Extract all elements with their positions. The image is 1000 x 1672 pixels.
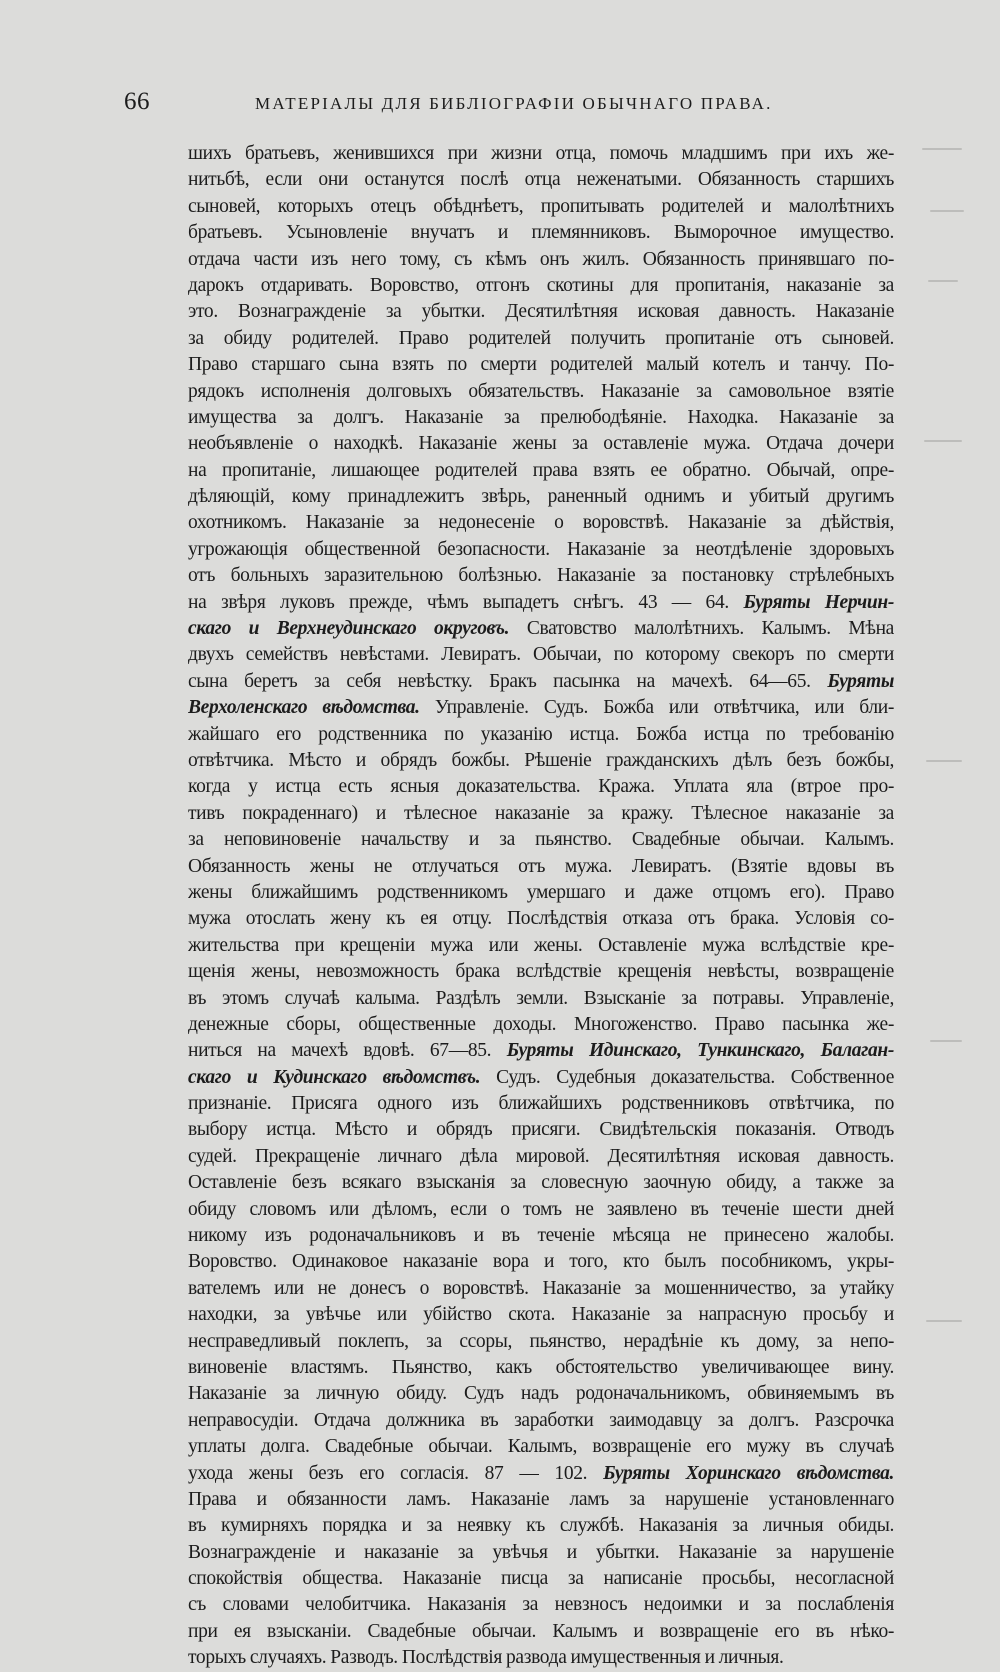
text-line [188,352,894,378]
text-line [188,1276,894,1302]
text-line [188,669,894,695]
text-run: ниться на мачехѣ вдовѣ. 67—85. [188,1040,507,1062]
running-head: МАТЕРІАЛЫ ДЛЯ БИБЛІОГРАФІИ ОБЫЧНАГО ПРАВА. [255,94,773,113]
text-line [188,1170,894,1196]
text-line [188,1091,894,1117]
text-line [188,247,894,273]
text-line [188,1197,894,1223]
text-run: находки, за увѣчье или убійство скота. Наказаніе за напрасную просьбу и [188,1304,894,1326]
text-run: при ея взысканіи. Свадебные обычаи. Калымъ и возвращеніе его въ нѣко- [188,1620,894,1642]
bleed-through-mark [930,210,964,212]
text-run: необъявленіе о находкѣ. Наказаніе жены за оставленіе мужа. Отдача дочери [188,433,894,455]
text-line [188,906,894,932]
text-run: судей. Прекращеніе личнаго дѣла мировой. Десятилѣтняя исковая давность. [188,1145,894,1167]
text-run: Сватовство малолѣтнихъ. Калымъ. Мѣна [509,618,894,640]
text-line [188,1592,894,1618]
text-line [188,1434,894,1460]
body-text [188,141,894,1672]
text-run: дѣляющій, кому принадлежитъ звѣрь, раненный однимъ и убитый другимъ [188,486,894,508]
text-run: спокойствія общества. Наказаніе писца за написаніе просьбы, несогласной [188,1568,894,1590]
italic-heading: Буряты Нерчин- [743,591,894,613]
text-run: въ кумирняхъ порядка и за неявку къ службѣ. Наказанія за личныя обиды. [188,1515,894,1537]
text-line [188,722,894,748]
text-line [188,326,894,352]
text-run: денежные сборы, общественные доходы. Многоженство. Право пасынка же- [188,1013,894,1035]
text-line [188,986,894,1012]
text-run: Судъ. Судебныя доказательства. Собственное [480,1066,894,1088]
text-run: рядокъ исполненія долговыхъ обязательствъ. Наказаніе за самовольное взятіе [188,380,894,402]
text-line [188,801,894,827]
text-line [188,1461,894,1487]
text-line [188,880,894,906]
text-run: Права и обязанности ламъ. Наказаніе ламъ за нарушеніе установленнаго [188,1488,894,1510]
text-run: ухода жены безъ его согласія. 87 — 102. [188,1462,604,1484]
text-run: обиду словомъ или дѣломъ, если о томъ не заявлено въ теченіе шести дней [188,1198,894,1220]
text-run: мужа отослать жену къ ея отцу. Послѣдствія отказа отъ брака. Условія со- [188,908,894,930]
text-line [188,854,894,880]
text-line [188,959,894,985]
text-run: жительства при крещеніи мужа или жены. Оставленіе мужа вслѣдствіе кре- [188,934,894,956]
text-line [188,1408,894,1434]
text-run: на звѣря луковъ прежде, чѣмъ выпадетъ снѣгъ. 43 — 64. [188,591,744,613]
text-line [188,1223,894,1249]
text-line [188,1355,894,1381]
text-run: это. Вознагражденіе за убытки. Десятилѣтняя исковая давность. Наказаніе [188,301,894,323]
text-run: угрожающія общественной безопасности. Наказаніе за неотдѣленіе здоровыхъ [188,538,894,560]
text-run: съ словами челобитчика. Наказанія за невзносъ недоимки и за послабленія [188,1594,894,1616]
text-run: жайшаго его родственника по указанію истца. Божба истца по требованію [188,723,894,745]
text-line [188,1487,894,1513]
text-line [188,299,894,325]
text-line [188,167,894,193]
text-run: въ этомъ случаѣ калыма. Раздѣлъ земли. Взысканіе за потравы. Управленіе, [188,987,894,1009]
bleed-through-mark [928,280,958,282]
text-run: тивъ покраденнаго) и тѣлесное наказаніе за кражу. Тѣлесное наказаніе за [188,802,894,824]
text-run: когда у истца есть ясныя доказательства. Кража. Уплата яла (втрое про- [188,776,894,798]
text-run: охотникомъ. Наказаніе за недонесеніе о воровствѣ. Наказаніе за дѣйствія, [188,512,894,534]
text-run: Воровство. Одинаковое наказаніе вора и того, кто былъ пособникомъ, укры- [188,1251,894,1273]
text-line [188,563,894,589]
text-line [188,1381,894,1407]
text-run: Наказаніе за личную обиду. Судъ надъ родоначальникомъ, обвиняемымъ въ [188,1383,894,1405]
italic-heading: Буряты Идинскаго, Тункинскаго, Балаган- [506,1040,894,1062]
italic-heading: Верхоленскаго вѣдомства. [188,697,420,719]
text-run: отдача части изъ него тому, съ кѣмъ онъ жилъ. Обязанность принявшаго по- [188,248,894,270]
text-run: шихъ братьевъ, женившихся при жизни отца, помочь младшимъ при ихъ же- [188,143,894,164]
text-run: за неповиновеніе начальству и за пьянство. Свадебные обычаи. Калымъ. [188,829,894,851]
text-run: дарокъ отдаривать. Воровство, отгонъ скотины для пропитанія, наказаніе за [188,274,894,296]
text-run: отъ больныхъ заразительною болѣзнью. Наказаніе за постановку стрѣлебныхъ [188,565,894,587]
text-run: жены ближайшимъ родственникомъ умершаго и даже отцомъ его). Право [188,881,894,903]
text-run: на пропитаніе, лишающее родителей права взять ее обратно. Обычай, опре- [188,459,894,481]
text-line [188,510,894,536]
text-line [188,1249,894,1275]
text-line [188,1144,894,1170]
text-line [188,537,894,563]
text-line [188,458,894,484]
text-run: уплаты долга. Свадебные обычаи. Калымъ, возвращеніе его мужу въ случаѣ [188,1436,894,1458]
text-run: сыновей, которыхъ отецъ обѣднѣетъ, пропитывать родителей и малолѣтнихъ [188,195,894,217]
text-line [188,1012,894,1038]
italic-heading: скаго и Верхнеудинскаго округовъ. [188,618,510,640]
bleed-through-mark [926,1320,962,1322]
text-line [188,379,894,405]
text-run: Право старшаго сына взять по смерти родителей малый котелъ и танчу. По- [188,354,894,376]
text-line [188,642,894,668]
text-line [188,695,894,721]
italic-heading: Буряты [827,670,894,692]
text-run: вателемъ или не донесъ о воровствѣ. Наказаніе за мошенничество, за утайку [188,1277,894,1299]
text-run: Вознагражденіе и наказаніе за увѣчья и убытки. Наказаніе за нарушеніе [188,1541,894,1563]
page-number: 66 [124,88,150,115]
text-run: отвѣтчика. Мѣсто и обрядъ божбы. Рѣшеніе гражданскихъ дѣлъ безъ божбы, [188,749,894,771]
text-run: имущества за долгъ. Наказаніе за прелюбодѣяніе. Находка. Наказаніе за [188,406,894,428]
text-run: за обиду родителей. Право родителей получить пропитаніе отъ сыновей. [188,327,894,349]
text-run: неправосудіи. Отдача должника въ заработки заимодавцу за долгъ. Разсрочка [188,1409,894,1431]
text-run: нитьбѣ, если они останутся послѣ отца неженатыми. Обязанность старшихъ [188,169,894,191]
text-run: выбору истца. Мѣсто и обрядъ присяги. Свидѣтельскія показанія. Отводъ [188,1119,894,1141]
text-line [188,1513,894,1539]
text-line [188,616,894,642]
text-line [188,590,894,616]
text-run: щенія жены, невозможность брака вслѣдствіе крещенія невѣсты, возвращеніе [188,961,894,983]
text-run: Обязанность жены не отлучаться отъ мужа. Левиратъ. (Взятіе вдовы въ [188,855,894,877]
text-line [188,1540,894,1566]
text-run: признаніе. Присяга одного изъ ближайшихъ родственниковъ отвѣтчика, по [188,1093,894,1115]
text-line [188,220,894,246]
text-line [188,1566,894,1592]
text-line [188,1117,894,1143]
text-run: двухъ семействъ невѣстами. Левиратъ. Обычаи, по которому свекоръ по смерти [188,644,894,666]
text-line [188,933,894,959]
text-line [188,405,894,431]
text-run: несправедливый поклепъ, за ссоры, пьянство, нерадѣніе къ дому, за непо- [188,1330,894,1352]
bleed-through-mark [926,760,962,762]
text-line [188,484,894,510]
text-run: сына беретъ за себя невѣстку. Бракъ пасынка на мачехѣ. 64—65. [188,670,828,692]
text-run: Оставленіе безъ всякаго взысканія за словесную заочную обиду, а также за [188,1172,894,1194]
bleed-through-mark [922,148,962,150]
text-line [188,1645,894,1671]
text-line [188,748,894,774]
text-line [188,1329,894,1355]
italic-heading: Буряты Хоринскаго вѣдомства. [603,1462,894,1484]
text-line [188,1302,894,1328]
text-run: торыхъ случаяхъ. Разводъ. Послѣдствія развода имущественныя и личныя. [188,1647,784,1669]
text-line [188,1065,894,1091]
text-line [188,194,894,220]
italic-heading: скаго и Кудинскаго вѣдомствъ. [188,1066,481,1088]
text-line [188,1038,894,1064]
text-line [188,431,894,457]
text-line [188,273,894,299]
text-line [188,1619,894,1645]
text-line [188,827,894,853]
bleed-through-mark [924,440,962,442]
text-run: никому изъ родоначальниковъ и въ теченіе мѣсяца не принесено жалобы. [188,1225,894,1247]
text-run: виновеніе властямъ. Пьянство, какъ обстоятельство увеличивающее вину. [188,1356,894,1378]
text-line [188,774,894,800]
text-run: Управленіе. Судъ. Божба или отвѣтчика, или бли- [419,697,894,719]
bleed-through-mark [930,1040,962,1042]
text-run: братьевъ. Усыновленіе внучатъ и племянниковъ. Выморочное имущество. [188,222,894,244]
text-line [188,141,894,167]
